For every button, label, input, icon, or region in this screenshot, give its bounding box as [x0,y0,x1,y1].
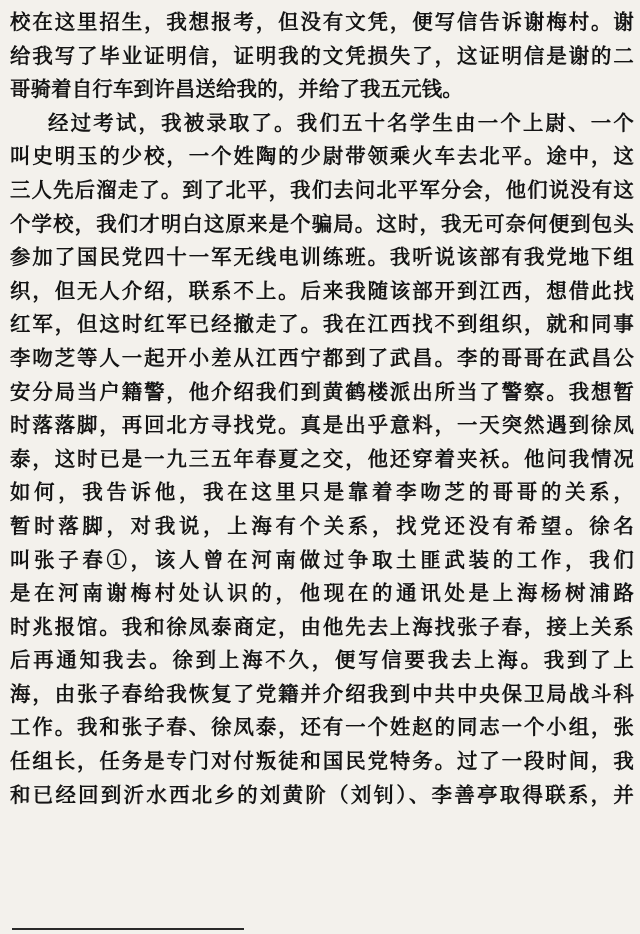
text-line-15: 如何，我告诉他，我在这里只是靠着李吻芝的哥哥的关系， [10,480,634,505]
text-line-22: 工作。我和张子春、徐凤泰，还有一个姓赵的同志一个小组，张 [10,715,634,740]
text-line-2: 给我写了毕业证明信，证明我的文凭损失了，这证明信是谢的二 [10,43,634,68]
footnote-divider [12,928,244,930]
text-line-18: 是在河南谢梅村处认识的，他现在的通讯处是上海杨树浦路 [10,581,634,606]
text-line-23: 任组长，任务是专门对付叛徒和国民党特务。过了一段时间，我 [10,749,634,774]
text-line-3: 哥骑着自行车到许昌送给我的，并给了我五元钱。 [10,77,463,102]
text-line-24: 和已经回到沂水西北乡的刘黄阶（刘钊）、李善亭取得联系，并 [10,782,634,807]
text-line-11: 李吻芝等人一起开小差从江西宁都到了武昌。李的哥哥在武昌公 [10,345,634,370]
text-line-6: 三人先后溜走了。到了北平，我们去问北平军分会，他们说没有这 [10,177,634,202]
text-line-17: 叫张子春①，该人曾在河南做过争取土匪武装的工作，我们 [10,547,634,572]
text-line-10: 红军，但这时红军已经撤走了。我在江西找不到组织，就和同事 [10,312,634,337]
text-line-20: 后再通知我去。徐到上海不久，便写信要我去上海。我到了上 [10,648,634,673]
text-line-5: 叫史明玉的少校，一个姓陶的少尉带领乘火车去北平。途中，这 [10,144,634,169]
text-line-19: 时兆报馆。我和徐凤泰商定，由他先去上海找张子春，接上关系 [10,614,634,639]
text-line-16: 暂时落脚，对我说，上海有个关系，找党还没有希望。徐名 [10,513,634,538]
text-line-12: 安分局当户籍警，他介绍我们到黄鹤楼派出所当了警察。我想暂 [10,379,634,404]
text-line-9: 织，但无人介绍，联系不上。后来我随该部开到江西，想借此找 [10,278,634,303]
text-line-14: 泰，这时已是一九三五年春夏之交，他还穿着夹袄。他问我情况 [10,446,634,471]
text-body [10,6,634,812]
text-line-8: 参加了国民党四十一军无线电训练班。我听说该部有我党地下组 [10,245,634,270]
text-line-21: 海，由张子春给我恢复了党籍并介绍我到中共中央保卫局战斗科 [10,681,634,706]
text-line-13: 时落落脚，再回北方寻找党。真是出乎意料，一天突然遇到徐凤 [10,413,634,438]
text-line-4: 经过考试，我被录取了。我们五十名学生由一个上尉、一个 [48,110,634,135]
text-line-7: 个学校，我们才明白这原来是个骗局。这时，我无可奈何便到包头 [10,211,634,236]
text-line-1: 校在这里招生，我想报考，但没有文凭，便写信告诉谢梅村。谢 [10,10,634,34]
